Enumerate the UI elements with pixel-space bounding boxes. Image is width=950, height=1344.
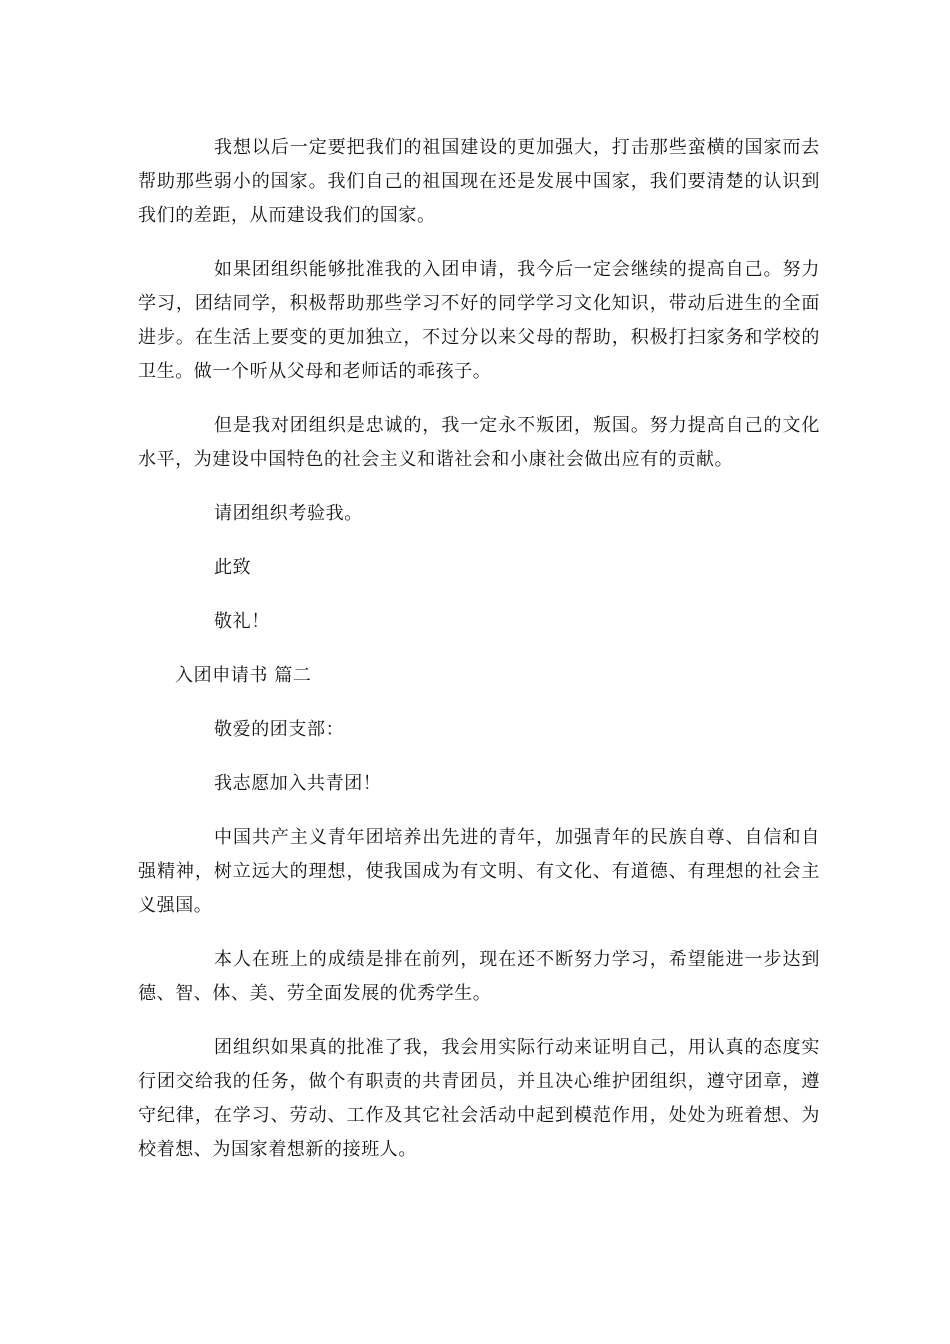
paragraph-request-test: 请团组织考验我。 — [214, 503, 363, 524]
paragraph-grades: 本人在班上的成绩是排在前列，现在还不断努力学习，希望能进一步达到德、智、体、美、劳全面发展的优秀学生。 — [138, 949, 820, 1004]
closing-jingli: 敬礼！ — [214, 611, 270, 632]
document-body — [138, 131, 820, 1187]
declaration: 我志愿加入共青团！ — [214, 773, 382, 794]
paragraph-loyalty: 但是我对团组织是忠诚的，我一定永不叛团，叛国。努力提高自己的文化水平，为建设中国特色的社会主义和谐社会和小康社会做出应有的贡献。 — [138, 415, 820, 470]
closing-cizhi: 此致 — [214, 557, 252, 578]
section-title: 入团申请书 篇二 — [175, 665, 312, 686]
paragraph-league-purpose: 中国共产主义青年团培养出先进的青年，加强青年的民族自尊、自信和自强精神，树立远大的理想，使我国成为有文明、有文化、有道德、有理想的社会主义强国。 — [138, 827, 820, 916]
salutation: 敬爱的团支部： — [214, 719, 345, 740]
paragraph-commitment: 如果团组织能够批准我的入团申请，我今后一定会继续的提高自己。努力学习，团结同学，积极帮助那些学习不好的同学学习文化知识，带动后进生的全面进步。在生活上要变的更加独立，不过分以来父母的帮助，积极打扫家务和学校的卫生。做一个听从父母和老师话的乖孩子。 — [138, 259, 820, 382]
paragraph-pledge: 团组织如果真的批准了我，我会用实际行动来证明自己，用认真的态度实行团交给我的任务，做个有职责的共青团员，并且决心维护团组织，遵守团章，遵守纪律，在学习、劳动、工作及其它社会活动中起到模范作用，处处为班着想、为校着想、为国家着想新的接班人。 — [138, 1037, 820, 1160]
paragraph-build-country: 我想以后一定要把我们的祖国建设的更加强大，打击那些蛮横的国家而去帮助那些弱小的国家。我们自己的祖国现在还是发展中国家，我们要清楚的认识到我们的差距，从而建设我们的国家。 — [138, 137, 820, 226]
